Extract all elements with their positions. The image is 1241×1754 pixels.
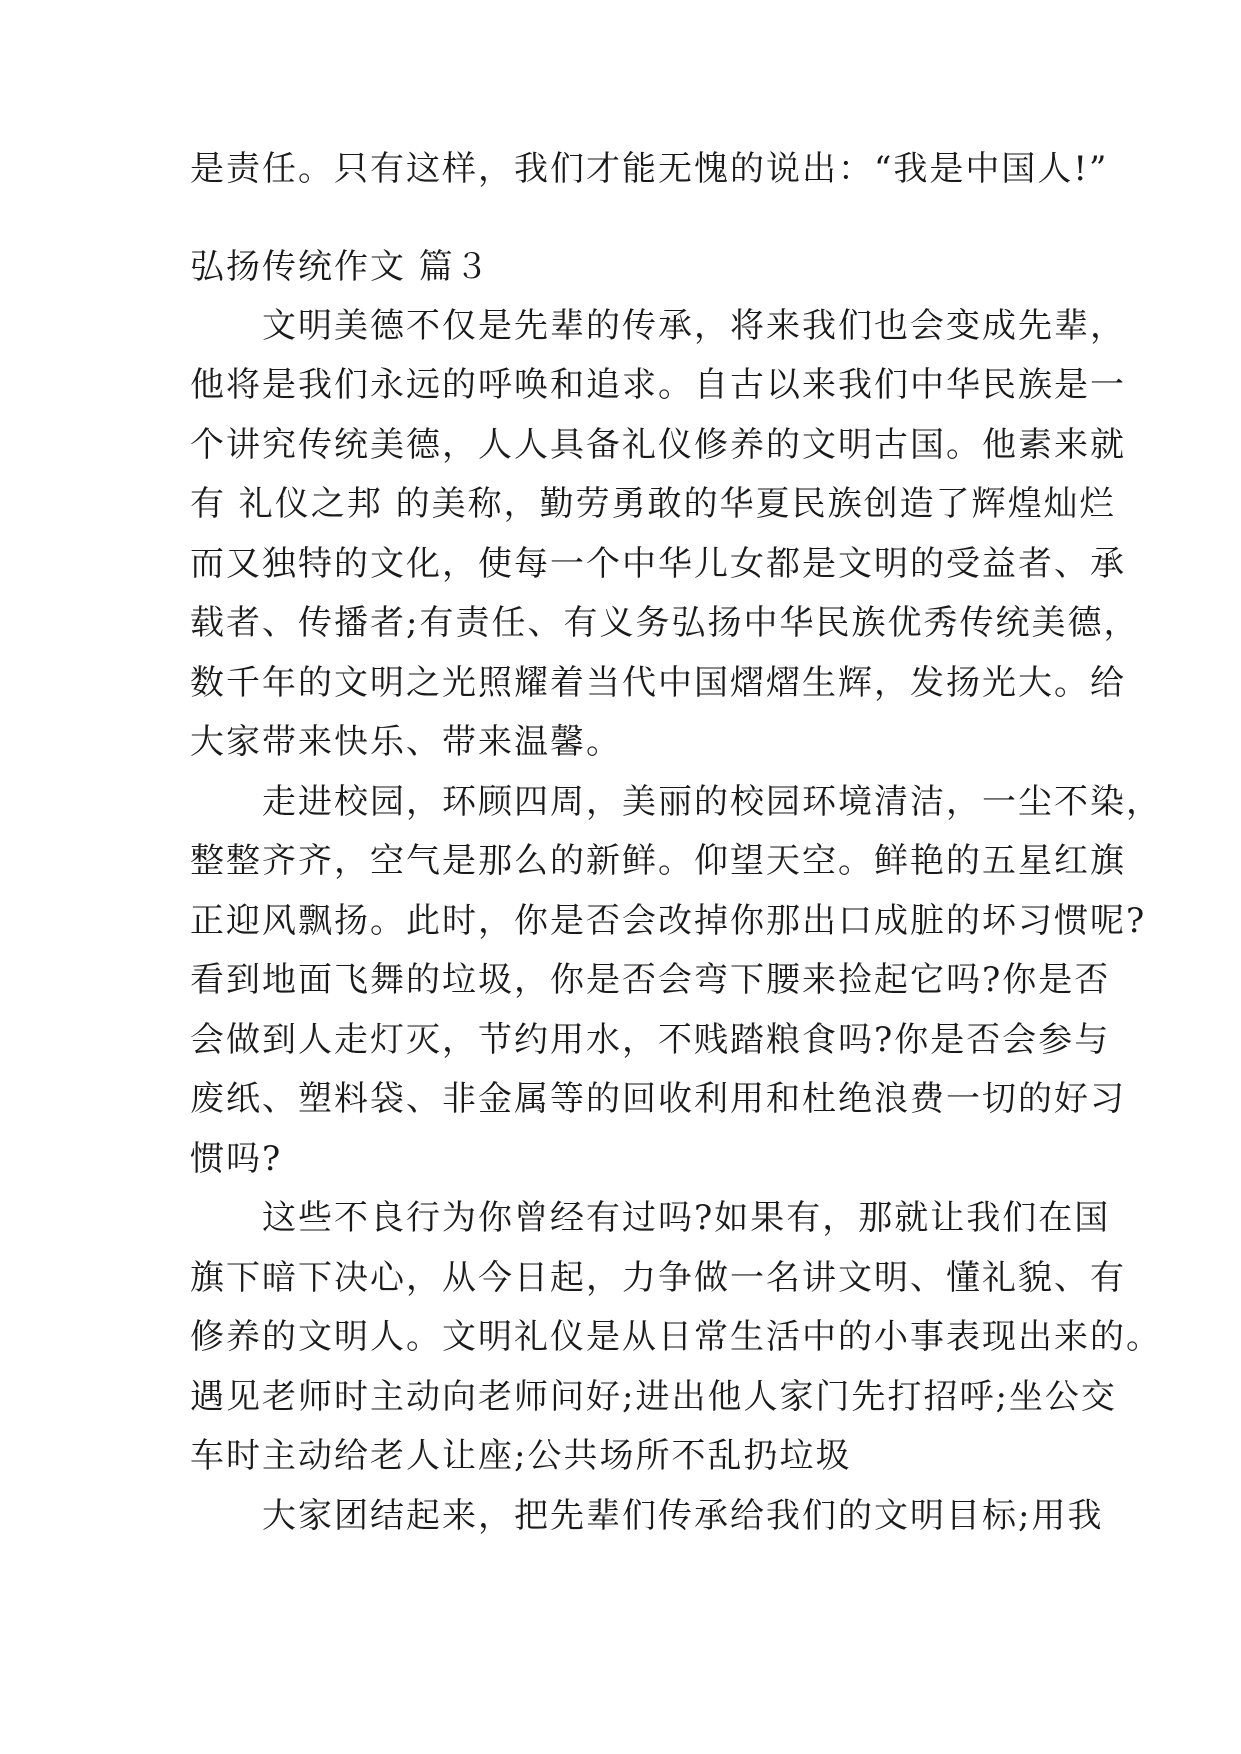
paragraph-line: 他将是我们永远的呼唤和追求。自古以来我们中华民族是一: [190, 365, 1126, 405]
paragraph-line: 个讲究传统美德，人人具备礼仪修养的文明古国。他素来就: [190, 424, 1126, 465]
paragraph-line: 废纸、塑料袋、非金属等的回收利用和杜绝浪费一切的好习: [190, 1079, 1126, 1119]
paragraph-line: 车时主动给老人让座;公共场所不乱扔垃圾: [190, 1436, 852, 1476]
paragraph: [190, 297, 1140, 773]
section-heading: 弘扬传统作文 篇３: [190, 246, 491, 287]
paragraph-line: 这些不良行为你曾经有过吗?如果有，那就让我们在国: [190, 1198, 1111, 1238]
paragraph-line: 数千年的文明之光照耀着当代中国熠熠生辉，发扬光大。给: [190, 662, 1126, 703]
paragraph: [190, 1487, 1104, 1547]
paragraph: [190, 1189, 1162, 1487]
paragraph-line: 会做到人走灯灭，节约用水，不贱踏粮食吗?你是否会参与: [190, 1019, 1111, 1060]
paragraph-line: 修养的文明人。文明礼仪是从日常生活中的小事表现出来的。: [190, 1317, 1162, 1357]
paragraph-line: 惯吗?: [190, 1138, 283, 1179]
paragraph-line: 看到地面飞舞的垃圾，你是否会弯下腰来捡起它吗?你是否: [190, 960, 1111, 1000]
paragraph: [190, 773, 1162, 1190]
paragraph-line: 遇见老师时主动向老师问好;进出他人家门先打招呼;坐公交: [190, 1376, 1117, 1417]
paragraph-line: 大家团结起来，把先辈们传承给我们的文明目标;用我: [190, 1495, 1104, 1536]
paragraph-line: 载者、传播者;有责任、有义务弘扬中华民族优秀传统美德，: [190, 603, 1140, 643]
paragraph-line: 旗下暗下决心，从今日起，力争做一名讲文明、懂礼貌、有: [190, 1257, 1126, 1298]
paragraph-line: 正迎风飘扬。此时，你是否会改掉你那出口成脏的坏习惯呢?: [190, 900, 1147, 941]
paragraph-line: 而又独特的文化，使每一个中华儿女都是文明的受益者、承: [190, 543, 1126, 584]
paragraph-line: 有 礼仪之邦 的美称，勤劳勇敢的华夏民族创造了辉煌灿烂: [190, 484, 1116, 524]
continuation-line: 是责任。只有这样，我们才能无愧的说出：“我是中国人!”: [190, 149, 1109, 189]
document-page: [190, 140, 1162, 1546]
paragraph-line: 整整齐齐，空气是那么的新鲜。仰望天空。鲜艳的五星红旗: [190, 841, 1126, 881]
paragraph-line: 走进校园，环顾四周，美丽的校园环境清洁，一尘不染，: [190, 781, 1162, 822]
paragraph-line: 文明美德不仅是先辈的传承，将来我们也会变成先辈，: [190, 305, 1126, 346]
paragraphs: [190, 297, 1162, 1547]
paragraph-line: 大家带来快乐、带来温馨。: [190, 722, 622, 762]
